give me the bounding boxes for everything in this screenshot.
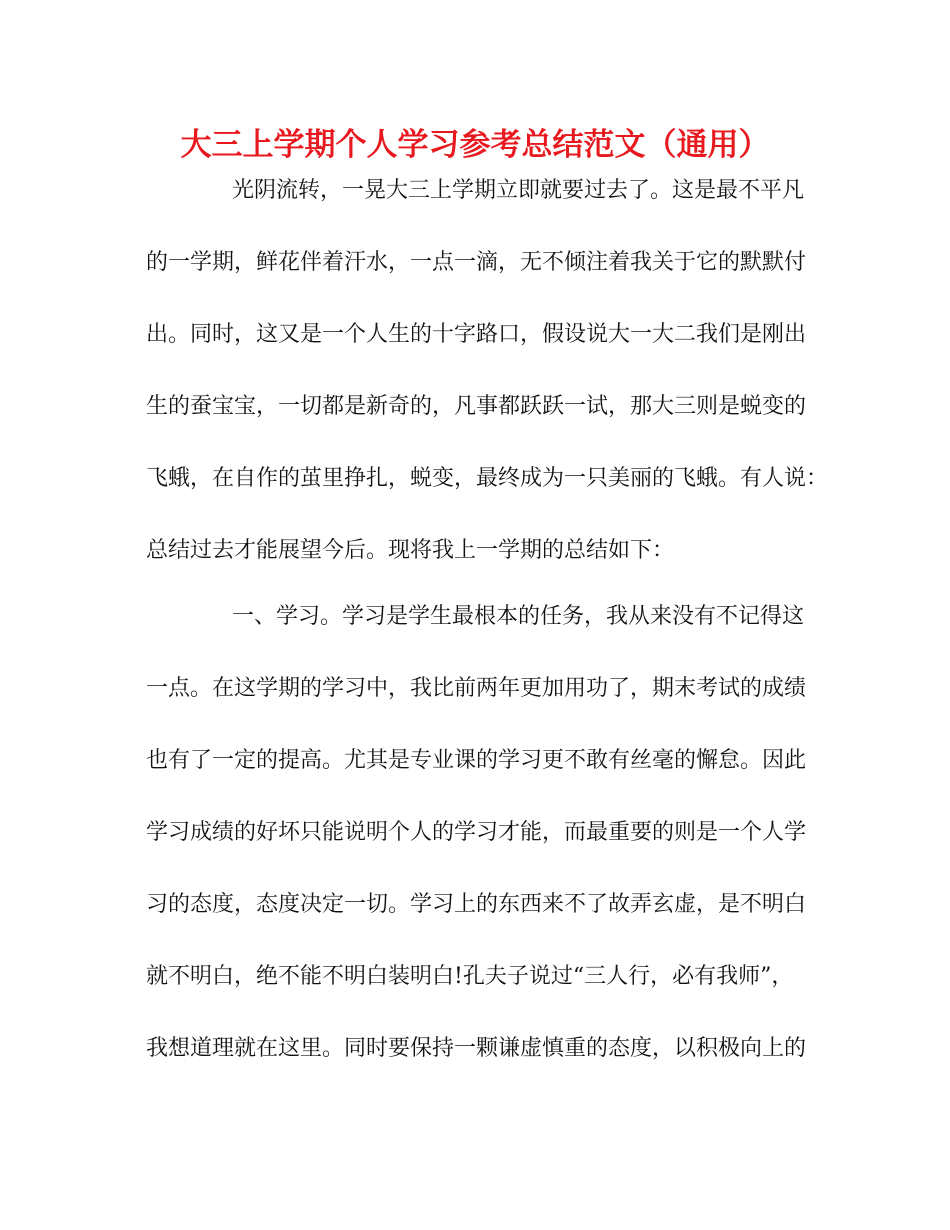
paragraph-line: 总结过去才能展望今后。现将我上一学期的总结如下： [146, 538, 675, 563]
paragraph-line: 一点。在这学期的学习中，我比前两年更加用功了，期末考试的成绩 [146, 676, 807, 701]
paragraph-line: 飞蛾，在自作的茧里挣扎，蜕变，最终成为一只美丽的飞蛾。有人说： [146, 466, 829, 491]
paragraph-line: 也有了一定的提高。尤其是专业课的学习更不敢有丝毫的懈怠。因此 [146, 748, 807, 773]
paragraph-line: 出。同时，这又是一个人生的十字路口，假设说大一大二我们是刚出 [146, 322, 807, 347]
paragraph-line: 的一学期，鲜花伴着汗水，一点一滴，无不倾注着我关于它的默默付 [146, 250, 807, 275]
paragraph-line: 就不明白，绝不能不明白装明白!孔夫子说过“三人行，必有我师”， [146, 964, 794, 989]
paragraph-line: 光阴流转，一晃大三上学期立即就要过去了。这是最不平凡 [232, 178, 805, 203]
paragraph-line: 一、学习。学习是学生最根本的任务，我从来没有不记得这 [232, 604, 805, 629]
paragraph-line: 我想道理就在这里。同时要保持一颗谦虚慎重的态度，以积极向上的 [146, 1036, 807, 1061]
paragraph-line: 习的态度，态度决定一切。学习上的东西来不了故弄玄虚，是不明白 [146, 892, 807, 917]
document-title: 大三上学期个人学习参考总结范文（通用） [180, 127, 770, 163]
paragraph-line: 生的蚕宝宝，一切都是新奇的，凡事都跃跃一试，那大三则是蜕变的 [146, 394, 807, 419]
paragraph-line: 学习成绩的好坏只能说明个人的学习才能，而最重要的则是一个人学 [146, 820, 807, 845]
